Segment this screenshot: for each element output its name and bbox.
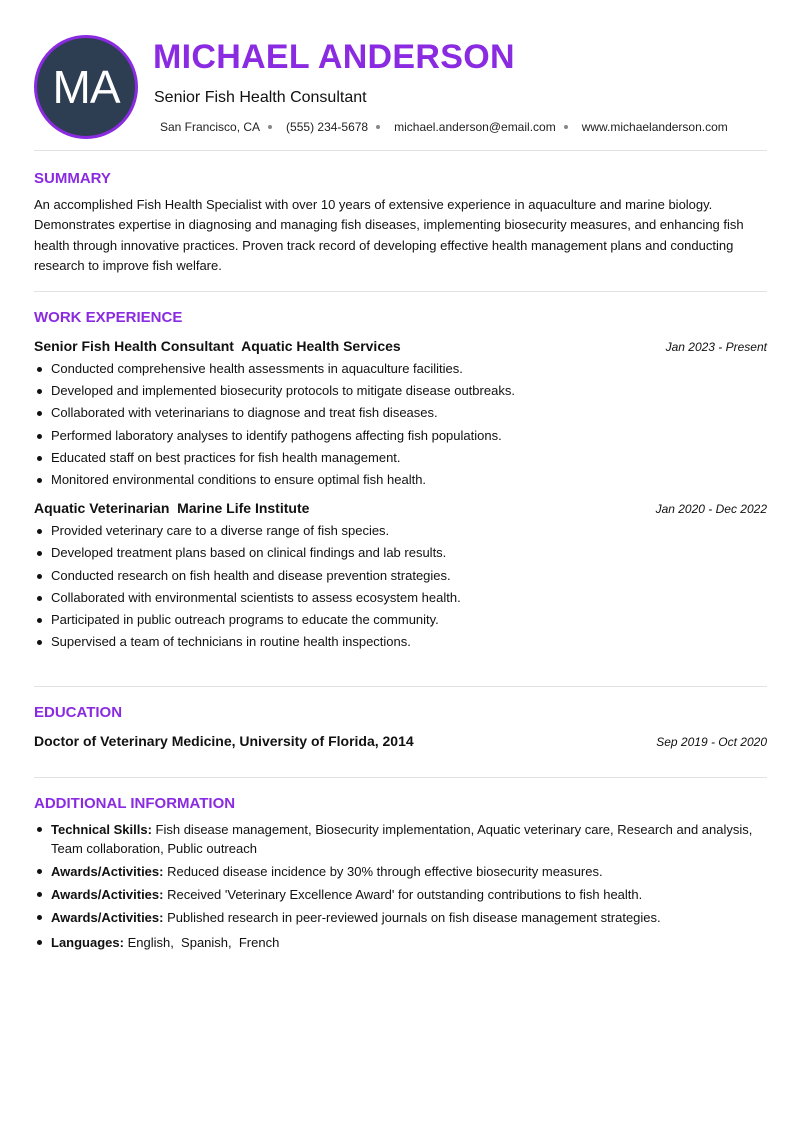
list-item [34,862,767,881]
list-item: Developed and implemented biosecurity protocols to mitigate disease outbreaks. [34,380,767,402]
list-item [34,908,767,927]
divider [34,291,767,292]
summary-section [34,170,767,276]
divider [34,777,767,778]
degree: Doctor of Veterinary Medicine, University of Florida, 2014 [34,733,414,749]
separator-dot [376,125,380,129]
job-header [34,338,767,354]
separator-dot [268,125,272,129]
item-text: Fish disease management, Biosecurity implementation, Aquatic veterinary care, Research and analysis, Team collaboration, Public outreach [51,822,753,856]
list-item [34,820,767,858]
summary-text: An accomplished Fish Health Specialist with over 10 years of extensive experience in aquaculture and marine biology. Demonstrates expertise in diagnosing and managing fish diseases, implementing biosecurity measures, and enhancing fish health through innovative practices. Proven track record of developing effective health management plans and conducting research to improve fish welfare. [34,197,744,273]
additional-section [34,795,767,956]
list-item: Performed laboratory analyses to identify pathogens affecting fish populations. [34,425,767,447]
list-item: Conducted comprehensive health assessments in aquaculture facilities. [34,358,767,380]
education-section [34,704,767,749]
job-title: Senior Fish Health Consultant Aquatic Health Services [34,338,401,354]
list-item: Participated in public outreach programs to educate the community. [34,609,767,631]
item-text: Published research in peer-reviewed journals on fish disease management strategies. [163,910,661,925]
item-label: Awards/Activities: [51,910,164,925]
item-label: Awards/Activities: [51,864,164,879]
list-item: Developed treatment plans based on clinical findings and lab results. [34,542,767,564]
item-text: Received 'Veterinary Excellence Award' for outstanding contributions to fish health. [163,887,643,902]
separator-dot [564,125,568,129]
item-label: Languages: [51,935,124,950]
contact-info [160,120,728,134]
list-item [34,933,767,952]
divider [34,150,767,151]
item-label: Awards/Activities: [51,887,164,902]
item-text: English, Spanish, French [123,935,280,950]
job-bullets [34,358,767,491]
education-heading: EDUCATION [34,704,123,721]
experience-section [34,309,767,653]
additional-list [34,820,767,952]
job-bullets [34,520,767,653]
contact-phone: (555) 234-5678 [286,120,369,134]
job-date: Jan 2020 - Dec 2022 [655,502,767,517]
job-date: Jan 2023 - Present [665,340,767,354]
candidate-title: Senior Fish Health Consultant [154,89,367,106]
list-item: Monitored environmental conditions to ensure optimal fish health. [34,469,767,491]
candidate-name: MICHAEL ANDERSON [153,38,515,76]
list-item: Educated staff on best practices for fish health management. [34,447,767,469]
avatar [34,35,138,139]
additional-heading: ADDITIONAL INFORMATION [34,795,236,812]
item-label: Technical Skills: [51,822,152,837]
job-title: Aquatic Veterinarian Marine Life Institute [34,500,310,517]
summary-heading: SUMMARY [34,170,111,187]
job-header [34,500,767,516]
contact-email[interactable]: michael.anderson@email.com [394,120,556,134]
experience-heading: WORK EXPERIENCE [34,309,183,326]
avatar-initials: MA [52,61,120,113]
list-item: Collaborated with veterinarians to diagnose and treat fish diseases. [34,402,767,424]
education-entry [34,733,767,749]
list-item: Collaborated with environmental scientists to assess ecosystem health. [34,587,767,609]
contact-website[interactable]: www.michaelanderson.com [581,120,728,134]
list-item: Conducted research on fish health and disease prevention strategies. [34,565,767,587]
list-item [34,885,767,904]
item-text: Reduced disease incidence by 30% through effective biosecurity measures. [163,864,603,879]
contact-location: San Francisco, CA [160,120,261,134]
list-item: Supervised a team of technicians in routine health inspections. [34,631,767,653]
divider [34,686,767,687]
education-date: Sep 2019 - Oct 2020 [656,735,767,749]
list-item: Provided veterinary care to a diverse range of fish species. [34,520,767,542]
